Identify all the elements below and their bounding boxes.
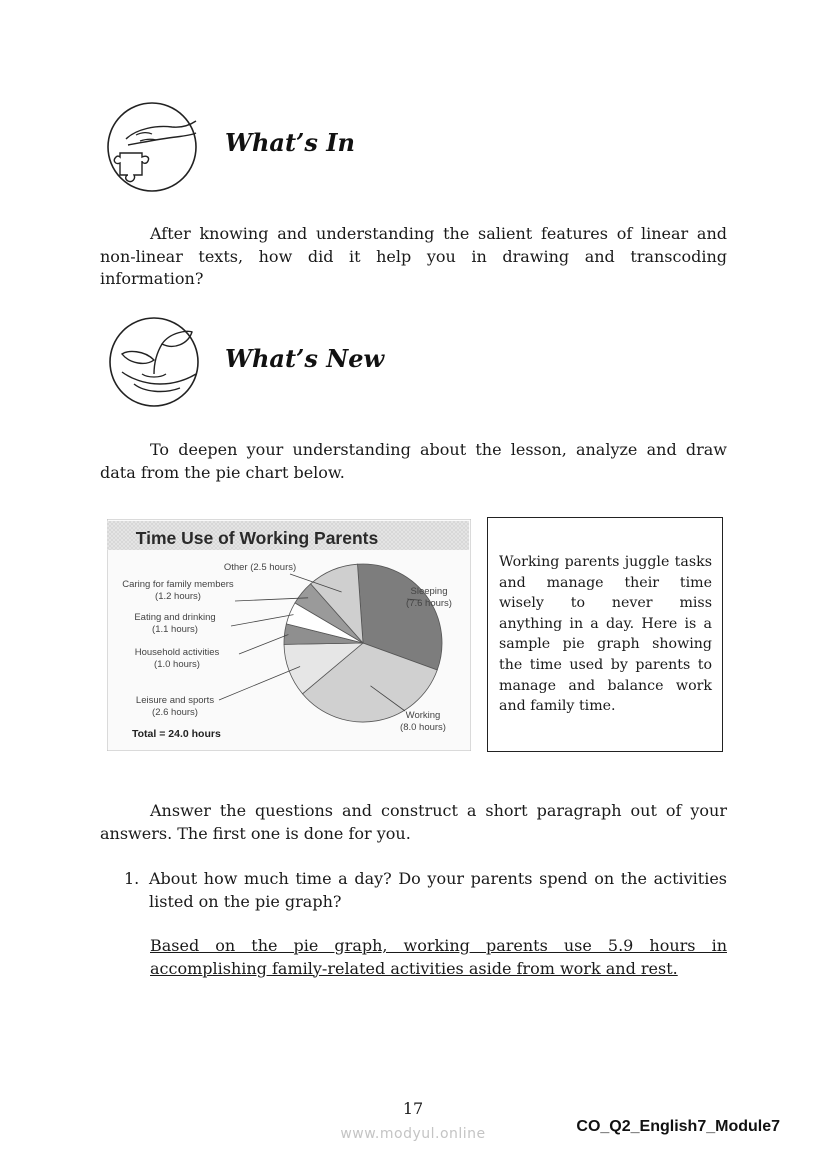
slice-value-working: (8.0 hours)	[400, 722, 446, 733]
whats-in-paragraph	[100, 223, 727, 291]
slice-label-eating-and-drinking: Eating and drinking	[134, 612, 216, 623]
watermark: www.modyul.online	[340, 1126, 486, 1142]
instructions-text: Answer the questions and construct a short paragraph out of your answers. The first one is done for you.	[100, 801, 727, 843]
slice-value-eating-and-drinking: (1.1 hours)	[152, 624, 198, 635]
whats-new-text: To deepen your understanding about the lesson, analyze and draw data from the pie chart below.	[100, 440, 727, 482]
page-number: 17	[402, 1099, 424, 1118]
hand-puzzle-icon	[106, 99, 202, 195]
whats-in-title: What’s In	[225, 128, 355, 157]
slice-label-sleeping: Sleeping	[410, 586, 448, 597]
slice-value-sleeping: (7.6 hours)	[406, 598, 452, 609]
slice-label-other: Other (2.5 hours)	[223, 562, 297, 573]
chart-description-box	[487, 517, 723, 752]
pie-chart	[107, 519, 471, 751]
slice-label-caring-for-family-members: Caring for family members	[122, 579, 234, 590]
slice-value-leisure-and-sports: (2.6 hours)	[152, 707, 198, 718]
slice-label-household-activities: Household activities	[134, 647, 220, 658]
question-number: 1.	[124, 869, 140, 888]
chart-description-text: Working parents juggle tasks and manage their time wisely to never miss anything in a day. Here is a sample pie graph showing the time used by parents to manage and balance work and family time.	[499, 554, 712, 715]
hands-plant-icon	[108, 314, 204, 410]
slice-value-household-activities: (1.0 hours)	[154, 659, 200, 670]
whats-in-text: After knowing and understanding the salient features of linear and non-linear texts, how did it help you in drawing and transcoding information?	[100, 224, 727, 288]
question-text: About how much time a day? Do your parents spend on the activities listed on the pie graph?	[149, 869, 727, 911]
slice-value-caring-for-family-members: (1.2 hours)	[155, 591, 201, 602]
slice-label-working: Working	[405, 710, 441, 721]
module-code: CO_Q2_English7_Module7	[576, 1118, 780, 1135]
sample-answer: Based on the pie graph, working parents use 5.9 hours in accomplishing family-related activities aside from work and rest.	[150, 936, 727, 978]
instructions-paragraph	[100, 800, 727, 845]
slice-label-leisure-and-sports: Leisure and sports	[135, 695, 215, 706]
whats-new-paragraph	[100, 439, 727, 484]
chart-total-label: Total = 24.0 hours	[132, 728, 221, 740]
chart-title: Time Use of Working Parents	[135, 528, 379, 548]
whats-new-title: What’s New	[225, 344, 385, 373]
